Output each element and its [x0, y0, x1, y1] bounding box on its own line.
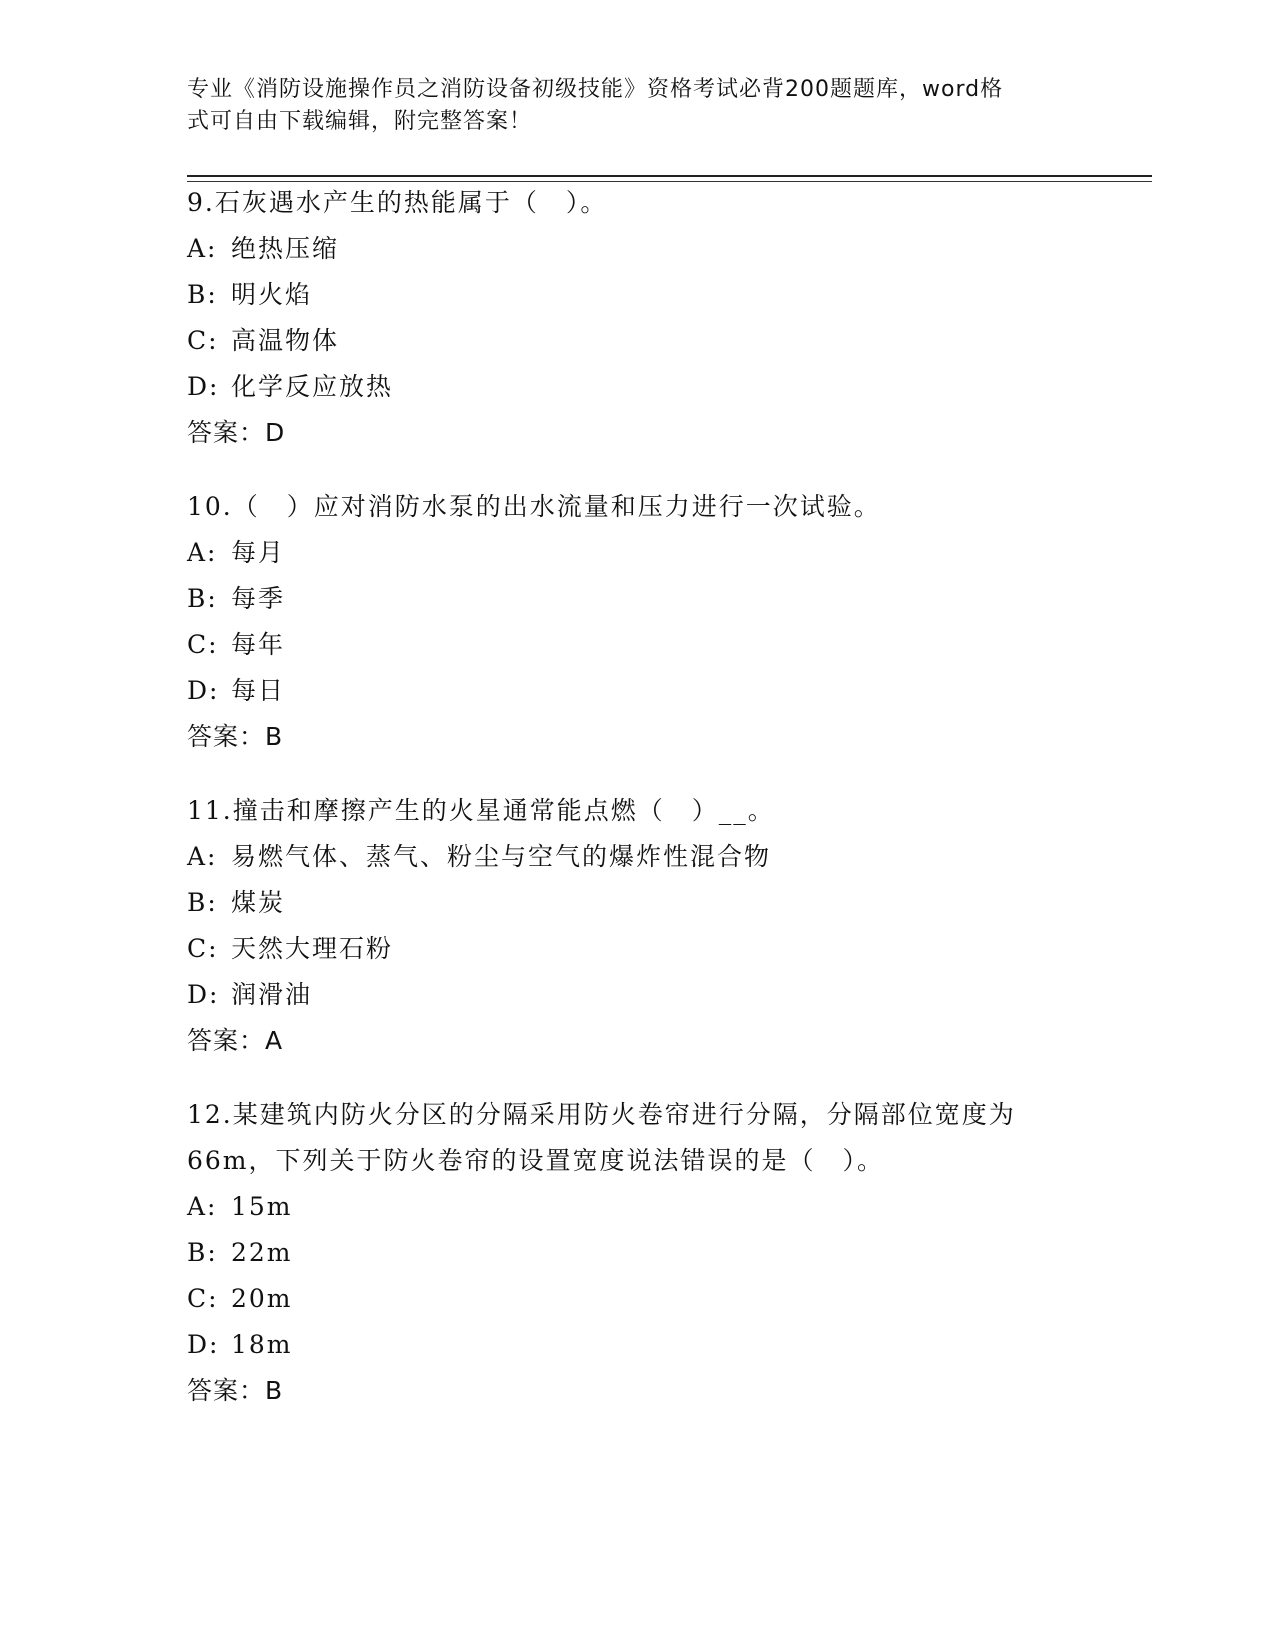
option-text: 每月 [231, 538, 286, 567]
option-text: 高温物体 [231, 326, 340, 355]
option-letter: C: [187, 1284, 219, 1313]
option-a [187, 1184, 1087, 1230]
question-10 [187, 484, 1087, 760]
answer-label: 答案：B [187, 1376, 284, 1405]
option-a [187, 530, 1087, 576]
option-b [187, 1230, 1087, 1276]
option-text: 每日 [231, 676, 286, 705]
option-text: 每季 [231, 584, 286, 613]
option-text: 每年 [231, 630, 286, 659]
header-line-1: 专业《消防设施操作员之消防设备初级技能》资格考试必背200题题库，word格 [187, 77, 1004, 102]
option-letter: A: [187, 538, 218, 567]
option-c [187, 1276, 1087, 1322]
question-stem-line-1: 12.某建筑内防火分区的分隔采用防火卷帘进行分隔，分隔部位宽度为 [187, 1100, 1016, 1129]
option-text: 煤炭 [231, 888, 286, 917]
option-letter: B: [187, 584, 218, 613]
question-12 [187, 1092, 1087, 1414]
option-letter: A: [187, 234, 218, 263]
option-c [187, 926, 1087, 972]
option-a [187, 834, 1087, 880]
option-letter: C: [187, 326, 219, 355]
answer-label: 答案：B [187, 722, 284, 751]
header-line-2: 式可自由下载编辑，附完整答案！ [187, 109, 533, 134]
option-letter: D: [187, 676, 220, 705]
option-text: 绝热压缩 [231, 234, 340, 263]
option-d [187, 668, 1087, 714]
option-text: 易燃气体、蒸气、粉尘与空气的爆炸性混合物 [231, 842, 772, 871]
option-letter: B: [187, 888, 218, 917]
option-d [187, 972, 1087, 1018]
document-header [187, 74, 1077, 138]
option-b [187, 272, 1087, 318]
answer-label: 答案：A [187, 1026, 284, 1055]
option-text: 15m [231, 1192, 293, 1221]
question-stem: 9.石灰遇水产生的热能属于（ ）。 [187, 188, 608, 217]
answer-label: 答案：D [187, 418, 286, 447]
option-text: 20m [231, 1284, 293, 1313]
question-stem: 11.撞击和摩擦产生的火星通常能点燃（ ）__。 [187, 796, 775, 825]
question-stem: 10.（ ）应对消防水泵的出水流量和压力进行一次试验。 [187, 492, 881, 521]
option-letter: D: [187, 372, 220, 401]
option-text: 天然大理石粉 [231, 934, 394, 963]
option-text: 18m [231, 1330, 293, 1359]
option-d [187, 364, 1087, 410]
question-stem-line-2: 66m，下列关于防火卷帘的设置宽度说法错误的是（ ）。 [187, 1146, 885, 1175]
option-text: 润滑油 [231, 980, 313, 1009]
question-11 [187, 788, 1087, 1064]
option-letter: D: [187, 1330, 220, 1359]
option-text: 明火焰 [231, 280, 313, 309]
option-text: 化学反应放热 [231, 372, 394, 401]
option-letter: A: [187, 842, 218, 871]
option-a [187, 226, 1087, 272]
option-text: 22m [231, 1238, 293, 1267]
question-9 [187, 180, 1087, 456]
option-letter: D: [187, 980, 220, 1009]
option-letter: C: [187, 630, 219, 659]
option-letter: A: [187, 1192, 218, 1221]
option-d [187, 1322, 1087, 1368]
option-letter: C: [187, 934, 219, 963]
option-letter: B: [187, 1238, 218, 1267]
option-letter: B: [187, 280, 218, 309]
option-c [187, 318, 1087, 364]
option-c [187, 622, 1087, 668]
header-divider-thick [187, 175, 1152, 177]
option-b [187, 576, 1087, 622]
option-b [187, 880, 1087, 926]
